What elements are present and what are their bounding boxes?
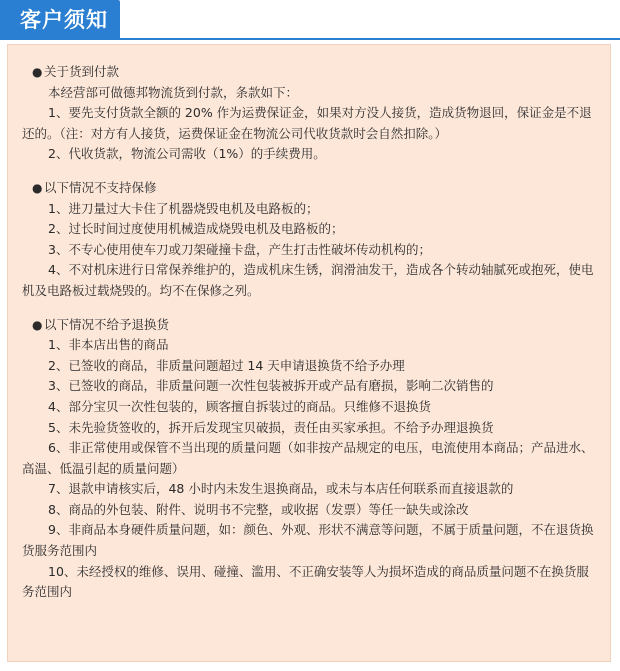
section-cod [22,62,600,165]
section-line: 4、部分宝贝一次性包装的，顾客擅自拆装过的商品。只维修不退换货 [48,398,431,414]
section-line: 6、非正常使用或保管不当出现的质量问题（如非按产品规定的电压，电流使用本商品；产品进水、高温、低温引起的质量问题） [22,440,594,476]
bullet-icon: ● [32,317,43,332]
section-line: 本经营部可做德邦物流货到付款，条款如下： [48,84,299,100]
header [0,0,620,46]
section-line: 3、已签收的商品，非质量问题一次性包装被拆开或产品有磨损，影响二次销售的 [48,378,494,394]
header-underline [118,38,620,40]
section-line: 2、代收货款，物流公司需收（1%）的手续费用。 [48,146,326,162]
section-heading [22,178,600,199]
section-line: 10、未经授权的维修、误用、碰撞、滥用、不正确安装等人为损坏造成的商品质量问题不在换货服务范围内 [22,563,589,600]
section-line: 1、要先支付货款全额的 20% 作为运费保证金，如果对方没人接货，造成货物退回，保证金是不退还的。（注：对方有人接货，运费保证金在物流公司代收货款时会自然扣除。） [22,105,592,141]
section-heading-text: 以下情况不支持保修 [44,179,157,195]
section-line: 9、非商品本身硬件质量问题，如：颜色、外观、形状不满意等问题，不属于质量问题，不在退货换货服务范围内 [22,522,594,559]
section-heading [22,315,600,336]
page-title: 客户须知 [20,8,108,32]
notice-content [22,62,600,616]
section-line: 5、未先验货签收的，拆开后发现宝贝破损，责任由买家承担。不给予办理退换货 [48,419,494,435]
section-no-warranty [22,178,600,302]
section-heading-text: 以下情况不给予退换货 [44,316,170,332]
section-line: 4、不对机床进行日常保养维护的，造成机床生锈，润滑油发干，造成各个转动轴腻死或抱死，使电机及电路板过载烧毁的。均不在保修之列。 [22,262,594,298]
section-line: 2、过长时间过度使用机械造成烧毁电机及电路板的； [48,221,344,237]
section-line: 1、非本店出售的商品 [48,337,169,353]
section-no-return [22,315,600,603]
section-heading [22,62,600,83]
section-line: 8、商品的外包装、附件、说明书不完整，或收据（发票）等任一缺失或涂改 [48,501,469,517]
section-line: 1、进刀量过大卡住了机器烧毁电机及电路板的； [48,200,319,216]
section-line: 3、不专心使用使车刀或刀架碰撞卡盘，产生打击性破坏传动机构的； [48,241,431,257]
section-line: 2、已签收的商品，非质量问题超过 14 天申请退换货不给予办理 [48,357,405,373]
section-heading-text: 关于货到付款 [44,64,120,79]
bullet-icon: ● [32,180,43,195]
section-line: 7、退款申请核实后，48 小时内未发生退换商品，或未与本店任何联系而直接退款的 [48,481,514,497]
bullet-icon: ● [32,65,43,79]
